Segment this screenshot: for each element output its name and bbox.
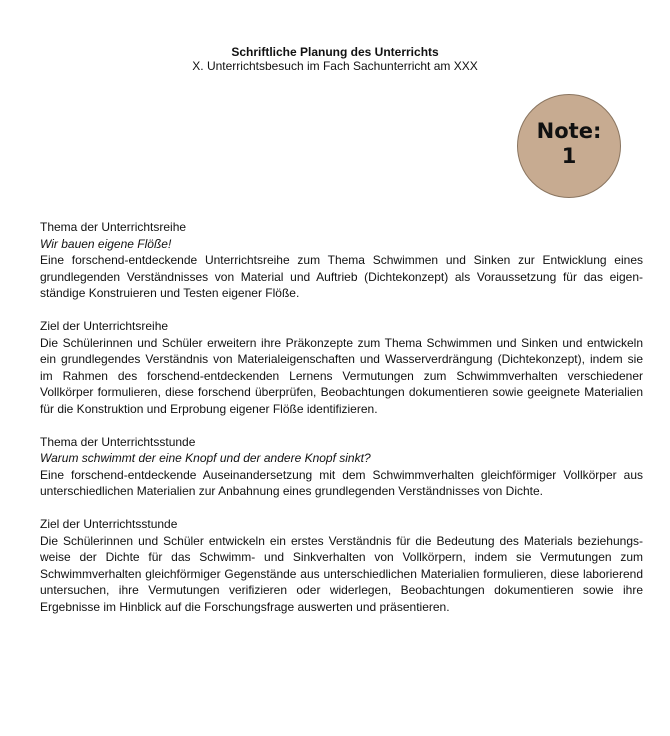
section-stunde-ziel	[40, 516, 643, 616]
section-heading: Thema der Unterrichtsstunde	[40, 434, 196, 449]
document-subtitle: X. Unterrichtsbesuch im Fach Sachunterricht am XXX	[192, 59, 478, 73]
section-body: Eine forschend-entdeckende Unterrichtsreihe zum Thema Schwimmen und Sinken zur Entwicklung eines grundlegenden Verständnisses von Material und Auftrieb (Dichtekonzept) als Voraussetzung für das eigenständige Konstruieren und Testen eigener Flöße.	[40, 253, 643, 301]
grade-value: 1	[561, 144, 577, 168]
section-motto: Warum schwimmt der eine Knopf und der andere Knopf sinkt?	[40, 451, 371, 466]
section-stunde-thema	[40, 434, 643, 500]
section-body: Die Schülerinnen und Schüler erweitern ihre Präkonzepte zum Thema Schwimmen und Sinken und entwickeln ein grundlegendes Verständnis von Materialeigenschaften und Wasserverdrängung (Dichtekonzept), indem sie im Rahmen des forschend-entdeckenden Lernens Vermutungen zum Schwimmverhalten verschiedener Vollkörper formulieren, diese forschend überprüfen, Beobachtungen dokumentieren sowie geeignete Materialien für die Konstruktion und Erprobung eigener Flöße identifizieren.	[40, 335, 643, 416]
section-reihe-ziel	[40, 318, 643, 418]
document-header	[0, 45, 670, 73]
document-content	[40, 219, 643, 631]
grade-badge	[517, 94, 621, 198]
section-heading: Ziel der Unterrichtsstunde	[40, 516, 178, 531]
document-title: Schriftliche Planung des Unterrichts	[231, 45, 439, 59]
section-heading: Ziel der Unterrichtsreihe	[40, 318, 169, 333]
section-reihe-thema	[40, 219, 643, 302]
section-body: Eine forschend-entdeckende Auseinandersetzung mit dem Schwimmverhalten gleichförmiger Vollkörper aus unterschiedlichen Materialien zur Anbahnung eines grundlegenden Verständnisses von Dichte.	[40, 467, 643, 499]
section-heading: Thema der Unterrichtsreihe	[40, 220, 187, 234]
grade-label: Note:	[536, 119, 602, 143]
section-motto: Wir bauen eigene Flöße!	[40, 236, 172, 251]
section-body: Die Schülerinnen und Schüler entwickeln ein erstes Verständnis für die Bedeutung des Materials beziehungsweise der Dichte für das Schwimm- und Sinkverhalten von Vollkörpern, indem sie Vermutungen zum Schwimmverhalten gleichförmiger Gegenstände aus unterschiedlichen Materialien formulieren, diese laborierend untersuchen, ihre Vermutungen verifizieren oder widerlegen, Beobachtungen dokumentieren sowie ihre Ergebnisse im Hinblick auf die Forschungsfrage auswerten und präsentieren.	[40, 533, 643, 614]
